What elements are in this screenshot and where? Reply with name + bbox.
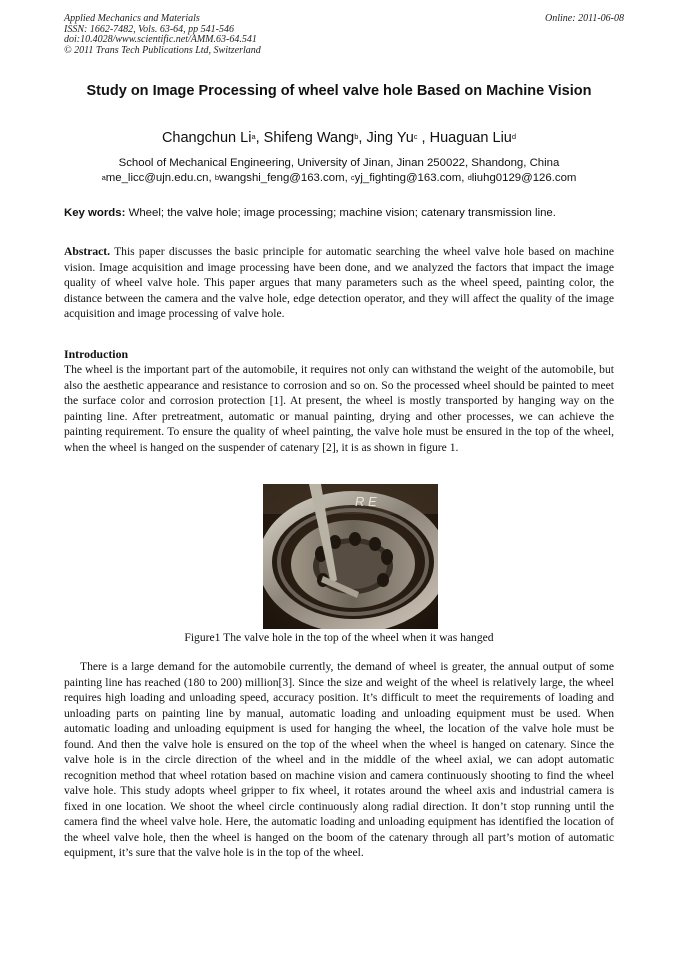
doi-line: doi:10.4028/www.scientific.net/AMM.63-64.541 bbox=[64, 34, 257, 46]
keywords-text: Wheel; the valve hole; image processing; machine vision; catenary transmission line. bbox=[128, 207, 556, 219]
keywords-label: Key words: bbox=[64, 207, 126, 219]
email-separator: , bbox=[208, 172, 215, 184]
introduction-paragraph-2: There is a large demand for the automobile currently, the demand of wheel is greater, the annual output of some painting line has reached (180 to 200) million[3]. Since the size and weight of the wheel is relatively large, the wheel requires high loading and unloading speed, accuracy position. It’s difficult to meet the requirements of loading and unloading parts on painting line by manual, automatic loading and unloading equipment must be used. When automatic loading and unloading equipment is used for hanging the wheel, the location of the valve hole must be found. And then the valve hole is ensured on the top of the wheel when the wheel is hanged on catenary. Since the valve hole is in the circle direction of the wheel and in the middle of the wheel axial, we can adopt automatic recognition method that wheel rotation based on machine vision and camera continuously shooting to find the wheel valve hole. This study adopts wheel gripper to fix wheel, it rotates around the wheel axis and industrial camera is fixed in one location. We shoot the wheel circle continuously along radial direction. It don’t stop running until the camera find the wheel valve hole. Here, the automatic loading and unloading equipment has identified the location of the wheel valve hole, then the wheel is hanged on the boom of the catenary through all part’s motion of automatic equipment, it’s sure that the valve hole is in the top of the wheel. bbox=[64, 660, 614, 859]
email-address: wangshi_feng@163.com bbox=[219, 172, 345, 184]
wheel-photo bbox=[263, 484, 438, 629]
photo-rim-marking: R E bbox=[355, 494, 377, 509]
paper-title: Study on Image Processing of wheel valve hole Based on Machine Vision bbox=[86, 83, 592, 99]
copyright-line: © 2011 Trans Tech Publications Ltd, Switzerland bbox=[64, 44, 261, 56]
author-name: Huaguan Liu bbox=[429, 130, 512, 146]
journal-name: Applied Mechanics and Materials bbox=[64, 13, 200, 24]
author-mark: c bbox=[413, 132, 418, 141]
author-name: Changchun Li bbox=[161, 130, 252, 146]
author-mark: d bbox=[511, 132, 517, 141]
affiliation: School of Mechanical Engineering, University of Jinan, Jinan 250022, Shandong, China bbox=[118, 157, 560, 169]
email-mark: a bbox=[101, 173, 106, 182]
author-name: Jing Yu bbox=[366, 130, 414, 146]
email-address: liuhg0129@126.com bbox=[471, 172, 577, 184]
journal-header bbox=[64, 14, 624, 56]
email-list bbox=[64, 171, 614, 186]
author-separator: , bbox=[358, 130, 367, 146]
issn-line: ISSN: 1662-7482, Vols. 63-64, pp 541-546 bbox=[64, 23, 234, 35]
author-mark: b bbox=[354, 132, 359, 141]
introduction-paragraph-1: The wheel is the important part of the automobile, it requires not only can withstand the weight of the automobile, but also the aesthetic appearance and resistance to corrosion and so on. So the processed wheel should be painted to meet the surface color and corrosion protection [1]. At present, the wheel is mostly transported by hanging way on the painting line. After pretreatment, automatic or manual painting, drying and other processes, we can achieve the painting requirement. To ensure the quality of wheel painting, the valve hole must be ensured in the top of the wheel, when the wheel is hanged on the suspender of catenary [2], it is as shown in figure 1. bbox=[64, 363, 614, 454]
abstract-label: Abstract. bbox=[64, 245, 111, 258]
introduction-heading: Introduction bbox=[64, 347, 129, 361]
author-separator: , bbox=[417, 130, 430, 146]
abstract bbox=[64, 244, 614, 322]
author-separator: , bbox=[255, 130, 264, 146]
online-date: Online: 2011-06-08 bbox=[545, 13, 624, 24]
email-mark: c bbox=[350, 173, 355, 182]
figure-caption: Figure1 The valve hole in the top of the wheel when it was hanged bbox=[184, 631, 494, 644]
author-list bbox=[64, 129, 614, 147]
email-mark: b bbox=[214, 173, 220, 182]
email-separator: , bbox=[461, 172, 468, 184]
wheel-photo-figure bbox=[263, 484, 438, 629]
email-address: me_licc@ujn.edu.cn bbox=[105, 172, 209, 184]
email-address: yj_fighting@163.com bbox=[354, 172, 462, 184]
author-mark: a bbox=[251, 132, 256, 141]
email-mark: d bbox=[467, 173, 472, 182]
abstract-text: This paper discusses the basic principle for automatic searching the wheel valve hole based on machine vision. Image acquisition and image processing have been done, and we analyzed the factors that impact the image quality of wheel valve hole. This paper argues that many parameters such as the wheel speed, painting color, the distance between the camera and the valve hole, edge detection operator, and they will affect the quality of the image acquisition and image processing of valve hole. bbox=[64, 245, 614, 320]
keywords bbox=[64, 206, 624, 221]
email-separator: , bbox=[344, 172, 351, 184]
author-name: Shifeng Wang bbox=[263, 130, 355, 146]
